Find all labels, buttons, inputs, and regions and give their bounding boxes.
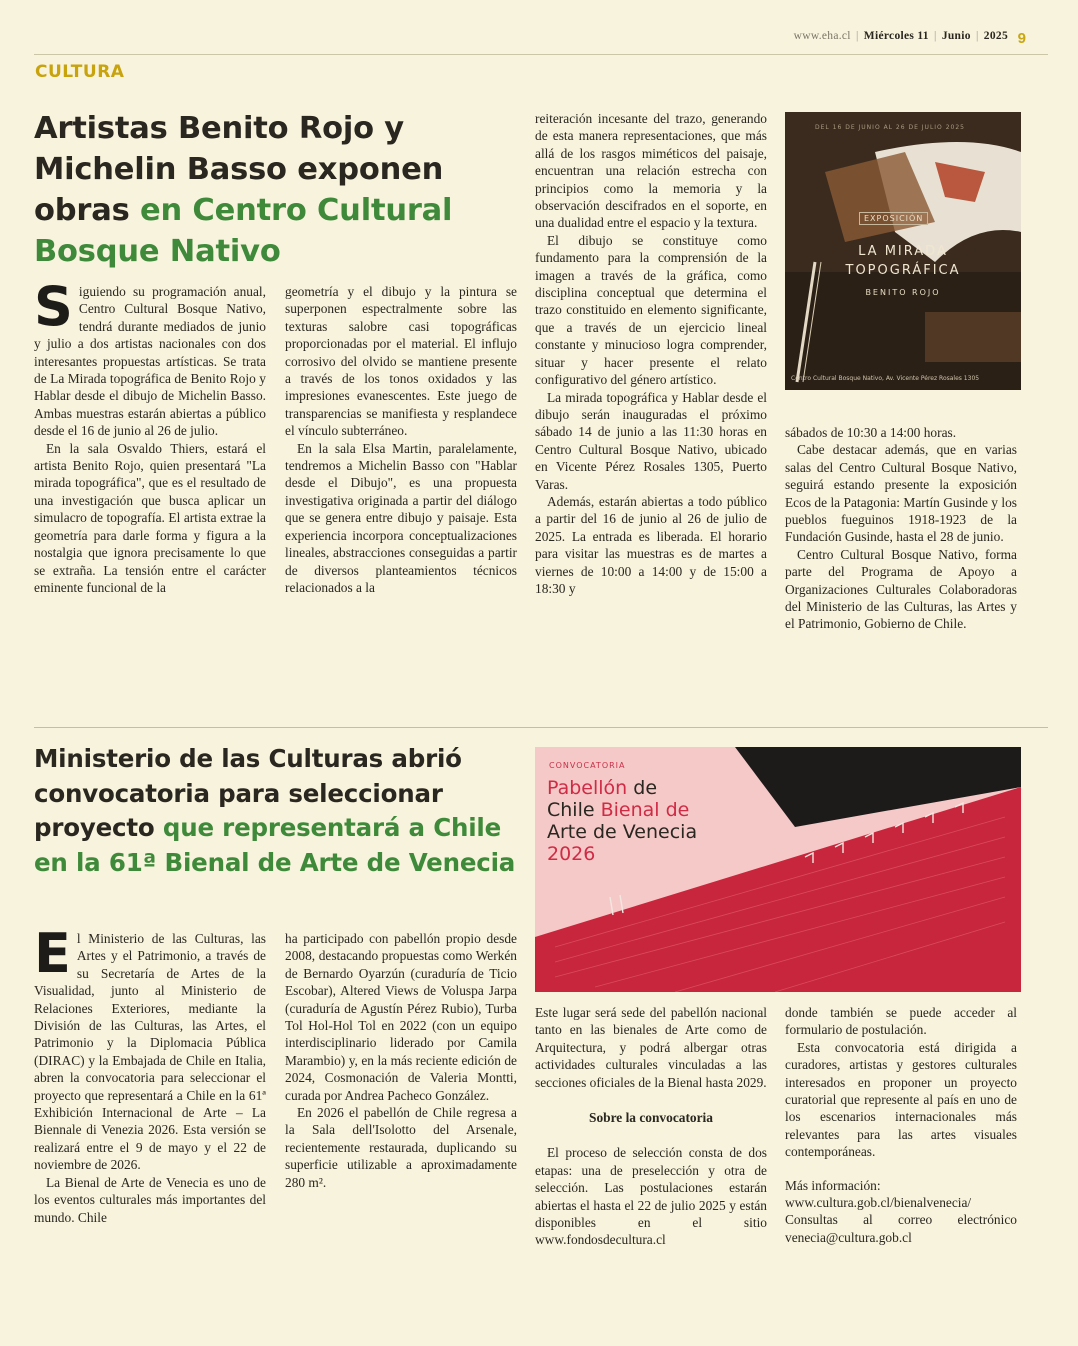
article-divider xyxy=(34,727,1048,728)
article2-headline-green: que representará a Chile en la 61ª Bienal de Arte de Venecia xyxy=(34,813,516,877)
poster-title-line-1: LA MIRADA xyxy=(858,244,948,259)
article2-column-4 xyxy=(785,1004,1017,1246)
bienal-poster-image xyxy=(535,747,1021,992)
poster-word: Bienal de xyxy=(600,799,690,821)
article2-column-1 xyxy=(34,922,266,1226)
article2-column-2 xyxy=(285,930,517,1191)
article2-headline-dark: Ministerio de las Culturas abrió convocatoria para seleccionar proyecto xyxy=(34,744,462,842)
article1-column-2 xyxy=(285,283,517,596)
paragraph: En la sala Osvaldo Thiers, estará el artista Benito Rojo, quien presentará "La mirada topográfica", que es el resultado de una investigación que busca aplicar un simulacro de topografía. El artista extrae la geometría para darle forma y figura a la nostalgia que ignora precisamente lo que se extraña. La tensión entre el carácter eminente funcional de la xyxy=(34,440,266,595)
paragraph: El dibujo se constituye como fundamento para la comprensión de la imagen a través de la gráfica, como disciplina conceptual que determina el trazo constituido en elemento significante, que a través de un ejercicio lineal constante y minucioso logra comprender, situar y hacer presente el relato configurativo del género artístico. xyxy=(535,232,767,388)
paragraph: En 2026 el pabellón de Chile regresa a la Sala dell'Isolotto del Arsenale, recientemente restaurada, duplicando su superficie utilizable a aproximadamente 280 m². xyxy=(285,1105,517,1190)
header-divider xyxy=(34,54,1048,55)
poster-word: 2026 xyxy=(547,843,596,865)
more-info-label: Más información: xyxy=(785,1177,881,1193)
poster-dates: DEL 16 DE JUNIO AL 26 DE JULIO 2025 xyxy=(815,124,965,131)
paragraph: La Bienal de Arte de Venecia es uno de los eventos culturales más importantes del mundo. Chile xyxy=(34,1174,266,1225)
subheading: Sobre la convocatoria xyxy=(589,1110,713,1126)
paragraph: donde también se puede acceder al formulario de postulación. xyxy=(785,1005,1017,1038)
poster-title-line-2: TOPOGRÁFICA xyxy=(845,263,961,278)
paragraph: Esta convocatoria está dirigida a curadores, artistas y gestores culturales interesados en proponer un proyecto curatorial que represente al país en uno de los escenarios internacionales más relevantes para las artes visuales contemporáneas. xyxy=(785,1039,1017,1160)
article1-headline xyxy=(34,108,504,272)
paragraph: En la sala Elsa Martin, paralelamente, tendremos a Michelin Basso con "Hablar desde el Dibujo", es una propuesta investigativa originada a partir del diálogo que se genera entre dibujo y paisaje. Esta experiencia incorpora conceptualizaciones lineales, abstracciones conseguidas a partir de diversos planteamientos técnicos relacionados a la xyxy=(285,440,517,595)
paragraph: El proceso de selección consta de dos etapas: una de preselección y otra de selección. Las postulaciones estarán abiertas el hasta el 22 de julio 2025 y están disponibles en el sitio www.fondosdecultura.cl xyxy=(535,1145,767,1248)
article1-headline-dark: Artistas Benito Rojo y Michelin Basso exponen obras xyxy=(34,111,444,228)
exhibition-poster-image xyxy=(785,112,1021,390)
poster-title xyxy=(547,777,697,865)
poster-title xyxy=(785,242,1021,280)
paragraph: sábados de 10:30 a 14:00 horas. xyxy=(785,425,957,440)
paragraph: ha participado con pabellón propio desde 2008, destacando propuestas como Werkén de Bernardo Oyarzún (curaduría de Ticio Escobar), Altered Views de Voluspa Jarpa (curaduría de Agustín Pérez Rubio), Turba Tol Hol-Hol Tol en 2022 (con un equipo interdisciplinario liderado por Camila Marambio) y, en la más reciente edición de 2024, Cosmonación de Valeria Montti, curada por Andrea Pacheco González. xyxy=(285,931,517,1103)
poster-word: Chile xyxy=(547,799,595,821)
poster-author: BENITO ROJO xyxy=(865,288,941,297)
article1-column-4 xyxy=(785,424,1017,633)
website: www.eha.cl xyxy=(793,30,851,42)
poster-word: Pabellón xyxy=(547,777,628,799)
article2-column-3 xyxy=(535,1004,767,1249)
poster-word: Arte de Venecia xyxy=(547,821,698,843)
poster-tag: EXPOSICIÓN xyxy=(859,212,928,225)
paragraph: La mirada topográfica y Hablar desde el dibujo serán inauguradas el próximo sábado 14 de junio a las 11:30 horas en Centro Cultural Bosque Nativo, ubicado en Vicente Pérez Rosales 1305, Puerto Varas. xyxy=(535,389,767,492)
drop-cap: S xyxy=(34,275,73,338)
paragraph: Este lugar será sede del pabellón nacional tanto en las bienales de Arte como de Arquitectura, y podrá albergar otras actividades culturales vinculadas a las secciones oficiales de la Bienal hasta 2029. xyxy=(535,1005,767,1090)
more-info-text: www.cultura.gob.cl/bienalvenecia/ Consultas al correo electrónico venecia@cultura.gob.cl xyxy=(785,1195,1017,1245)
paragraph: iguiendo su programación anual, Centro Cultural Bosque Nativo, tendrá durante mediados de junio y julio a dos artistas nacionales con dos interesantes propuestas artísticas. Se trata de La Mirada topográfica de Benito Rojo y Hablar desde el dibujo de Michelin Basso. Ambas muestras estarán abiertas a público desde el 16 de junio al 26 de julio. xyxy=(34,284,266,439)
paragraph: l Ministerio de las Culturas, las Artes y el Patrimonio, a través de su Secretaría de Artes de la Visualidad, junto al Ministerio de Relaciones Exteriores, mediante la División de las Culturas, las Artes, el Patrimonio y la Diplomacia Pública (DIRAC) y la Embajada de Chile en Italia, abren la convocatoria para seleccionar el proyecto que representará a Chile en la 61ª Exhibición Internacional de Arte – La Biennale di Venezia 2026. Esta versión se realizará entre el 9 de mayo y el 22 de noviembre de 2026. xyxy=(34,931,266,1173)
poster-label: CONVOCATORIA xyxy=(549,761,626,770)
date-month: Junio xyxy=(941,30,971,42)
poster-word: de xyxy=(633,777,658,799)
article1-column-3 xyxy=(535,110,767,597)
article1-headline-green: en Centro Cultural Bosque Nativo xyxy=(34,193,453,269)
date-day: Miércoles 11 xyxy=(863,30,929,42)
drop-cap: E xyxy=(34,922,71,985)
masthead: www.eha.cl | Miércoles 11 | Junio | 2025 xyxy=(793,30,1008,42)
page-number: 9 xyxy=(1017,30,1026,47)
paragraph: reiteración incesante del trazo, generando de esta manera representaciones, que más allá de los rasgos miméticos del paisaje, encuentran una relación estrecha con principios como la memoria y la observación descifrados en el soporte, en una dualidad entre el espacio y la textura. xyxy=(535,111,767,231)
article2-headline xyxy=(34,742,524,880)
section-label: CULTURA xyxy=(35,62,125,82)
paragraph: Centro Cultural Bosque Nativo, forma parte del Programa de Apoyo a Organizaciones Culturales Colaboradoras del Ministerio de las Culturas, las Artes y el Patrimonio, Gobierno de Chile. xyxy=(785,546,1017,632)
poster-footer: Centro Cultural Bosque Nativo, Av. Vicente Pérez Rosales 1305 xyxy=(791,375,980,382)
paragraph: Cabe destacar además, que en varias salas del Centro Cultural Bosque Nativo, seguirá estando presente la exposición Ecos de la Patagonia: Martín Gusinde y los pueblos fueguinos 1918-1923 de la Fundación Gusinde, hasta el 28 de junio. xyxy=(785,442,1017,545)
article1-column-1 xyxy=(34,275,266,596)
paragraph: geometría y el dibujo y la pintura se superponen espectralmente sobre las texturas salobre casi topográficas proporcionadas por el material. El influjo corrosivo del olvido se mantiene presente a través de los tonos oxidados y las impresiones evanescentes. Este juego de transparencias se manifiesta y resplandece el vínculo subterráneo. xyxy=(285,284,517,439)
paragraph: Además, estarán abiertas a todo público a partir del 16 de junio al 26 de julio de 2025. La entrada es liberada. El horario para visitar las muestras es de martes a viernes de 10:00 a 14:00 y de 15:00 a 18:30 y xyxy=(535,493,767,596)
date-year: 2025 xyxy=(983,30,1008,42)
